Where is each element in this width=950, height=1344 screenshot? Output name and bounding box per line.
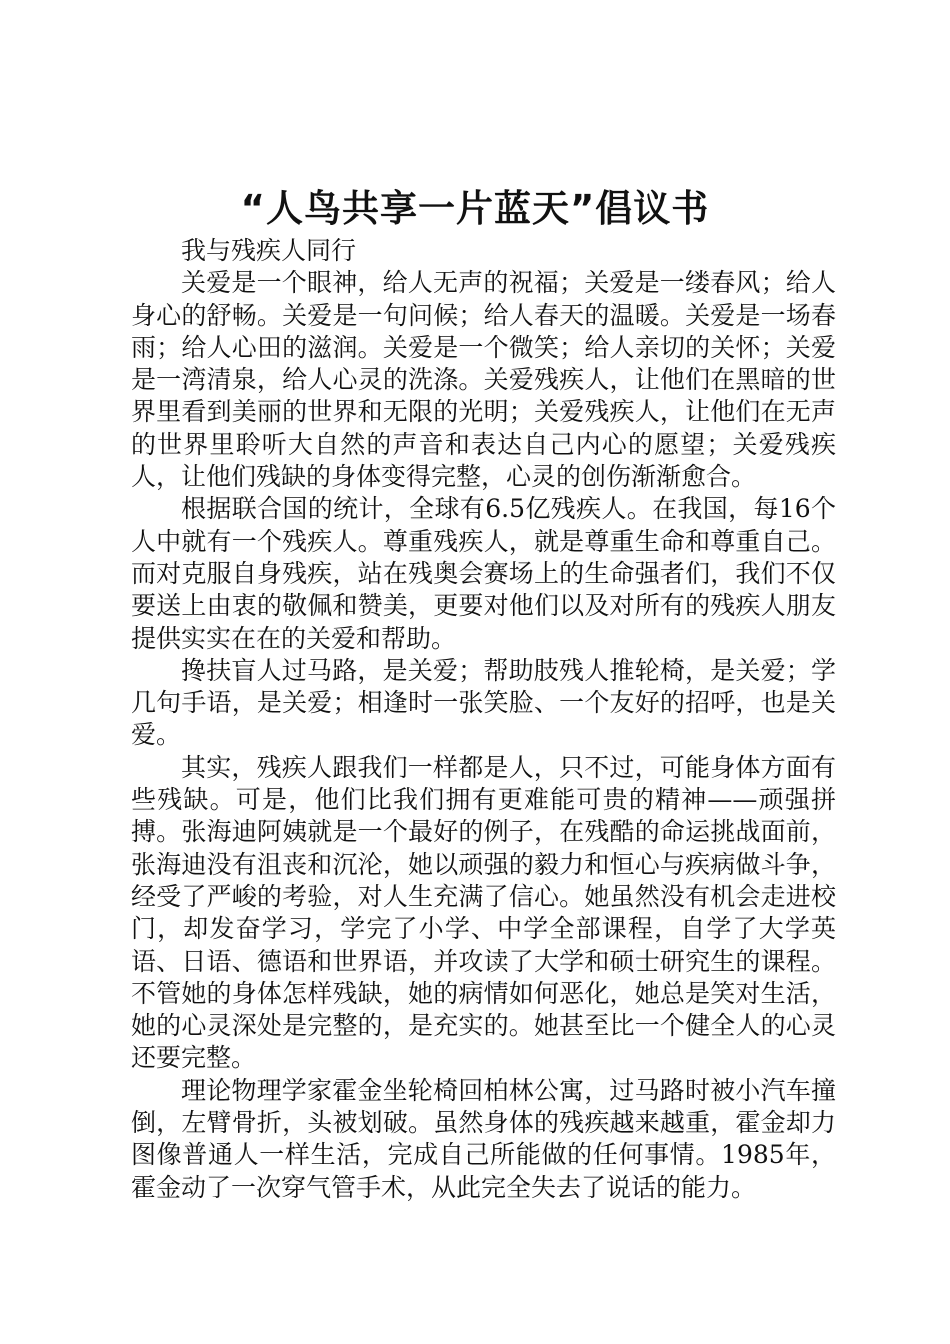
paragraph: 理论物理学家霍金坐轮椅回柏林公寓，过马路时被小汽车撞倒，左臂骨折，头被划破。虽然身体的残疾越来越重，霍金却力图像普通人一样生活，完成自己所能做的任何事情。1985年，霍金动了一次穿气管手术，从此完全失去了说话的能力。 <box>131 1075 836 1202</box>
subtitle-line: 我与残疾人同行 <box>181 236 357 265</box>
document-body <box>131 235 836 1204</box>
paragraph: 搀扶盲人过马路，是关爱；帮助肢残人推轮椅，是关爱；学几句手语，是关爱；相逢时一张笑脸、一个友好的招呼，也是关爱。 <box>131 655 836 750</box>
document-title: “人鸟共享一片蓝天”倡议书 <box>240 187 710 230</box>
paragraph: 其实，残疾人跟我们一样都是人，只不过，可能身体方面有些残缺。可是，他们比我们拥有更难能可贵的精神——顽强拼搏。张海迪阿姨就是一个最好的例子，在残酷的命运挑战面前，张海迪没有沮丧和沉沦，她以顽强的毅力和恒心与疾病做斗争，经受了严峻的考验，对人生充满了信心。她虽然没有机会走进校门，却发奋学习，学完了小学、中学全部课程，自学了大学英语、日语、德语和世界语，并攻读了大学和硕士研究生的课程。不管她的身体怎样残缺，她的病情如何恶化，她总是笑对生活，她的心灵深处是完整的，是充实的。她甚至比一个健全人的心灵还要完整。 <box>131 752 836 1073</box>
paragraph: 根据联合国的统计，全球有6.5亿残疾人。在我国，每16个人中就有一个残疾人。尊重残疾人，就是尊重生命和尊重自己。而对克服自身残疾，站在残奥会赛场上的生命强者们，我们不仅要送上由衷的敬佩和赞美，更要对他们以及对所有的残疾人朋友提供实实在在的关爱和帮助。 <box>131 494 836 653</box>
paragraph: 关爱是一个眼神，给人无声的祝福；关爱是一缕春风；给人身心的舒畅。关爱是一句问候；给人春天的温暖。关爱是一场春雨；给人心田的滋润。关爱是一个微笑；给人亲切的关怀；关爱是一湾清泉，给人心灵的洗涤。关爱残疾人，让他们在黑暗的世界里看到美丽的世界和无限的光明；关爱残疾人，让他们在无声的世界里聆听大自然的声音和表达自己内心的愿望；关爱残疾人，让他们残缺的身体变得完整，心灵的创伤渐渐愈合。 <box>131 268 836 492</box>
